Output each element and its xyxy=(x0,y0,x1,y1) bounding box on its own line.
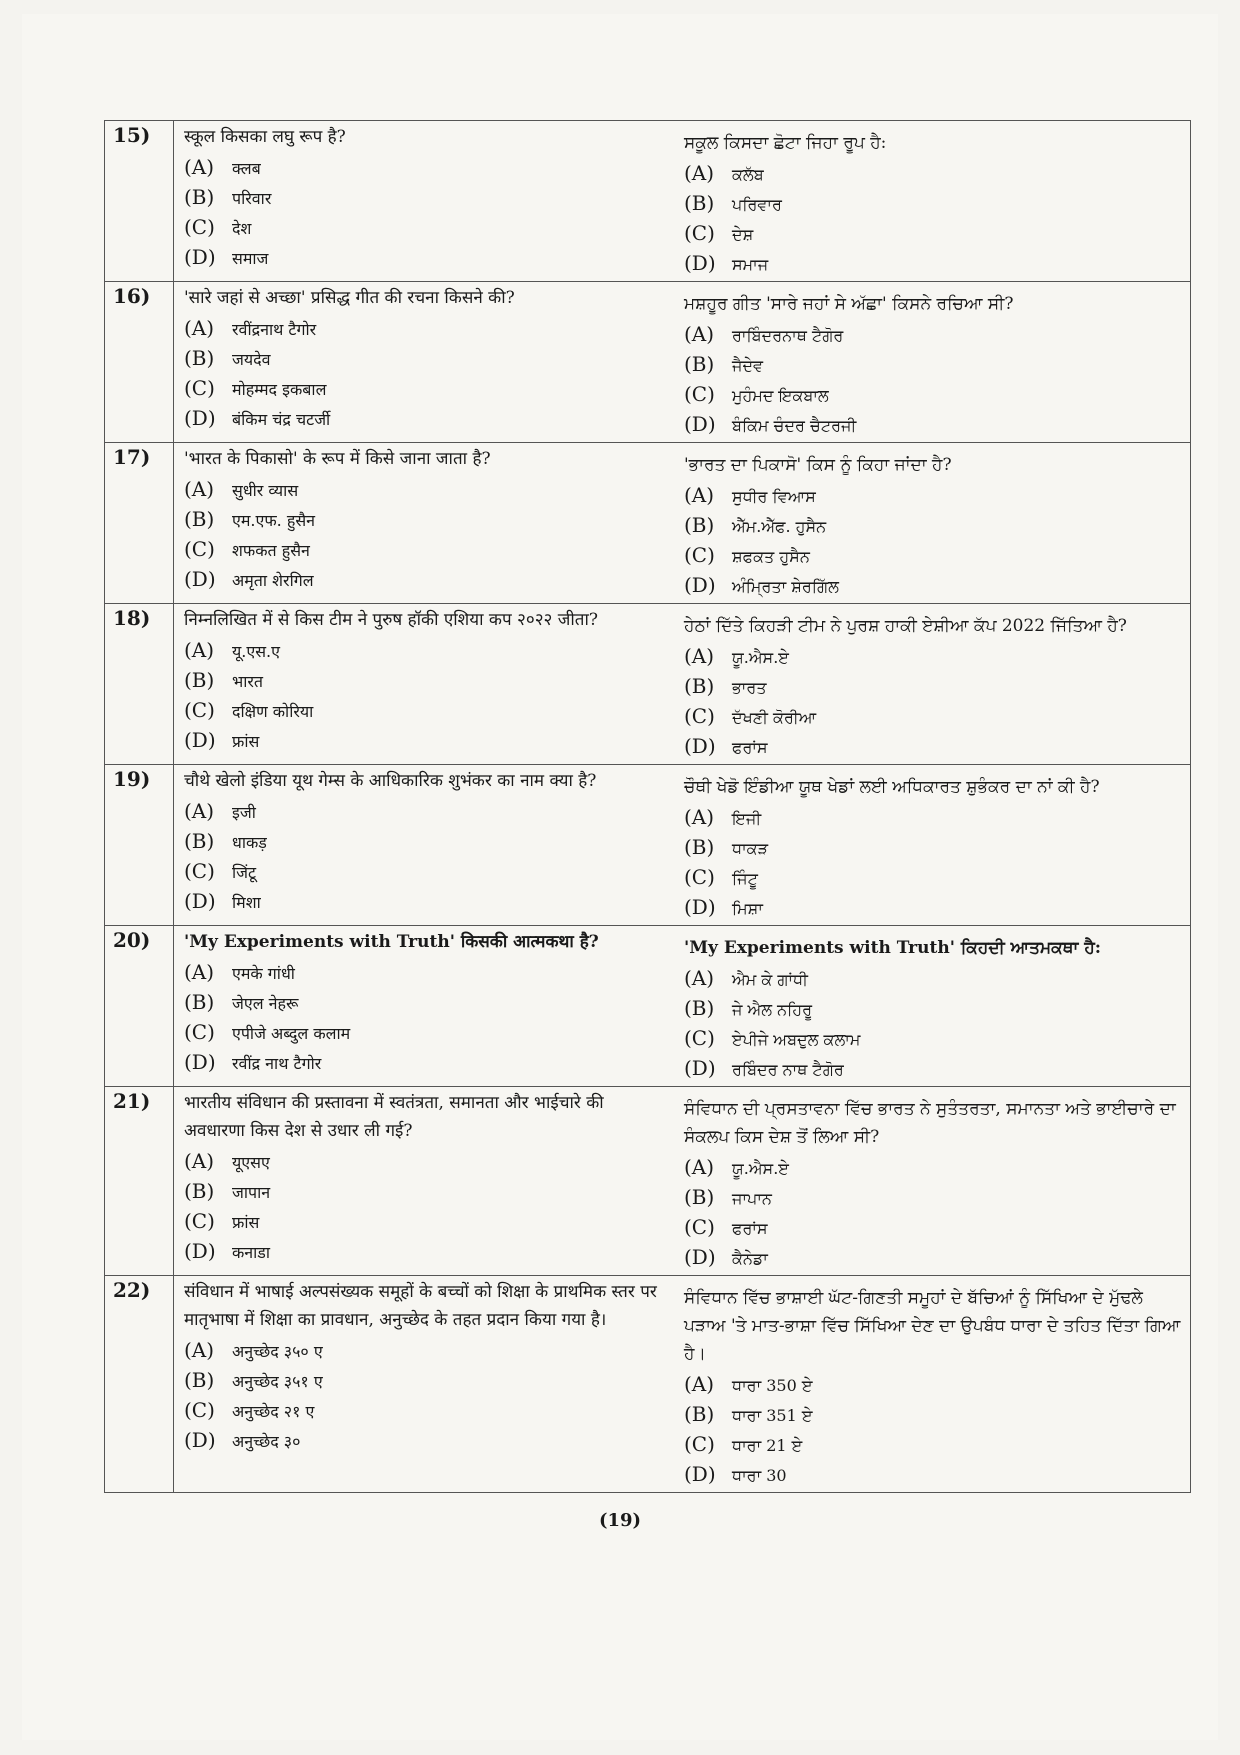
option-letter: (B) xyxy=(184,990,215,1014)
option-letter: (B) xyxy=(684,352,715,376)
punjabi-option xyxy=(684,1185,1190,1215)
option-letter: (B) xyxy=(684,996,715,1020)
punjabi-option xyxy=(684,704,1190,734)
option-letter: (C) xyxy=(684,1432,715,1456)
option-letter: (C) xyxy=(184,215,215,239)
hindi-option xyxy=(184,507,674,537)
hindi-option xyxy=(184,406,674,436)
hindi-option xyxy=(184,829,674,859)
punjabi-option xyxy=(684,644,1190,674)
option-letter: (D) xyxy=(684,1056,716,1080)
hindi-option xyxy=(184,1338,674,1368)
option-text: ਸ਼ਫਕਤ ਹੁਸੈਨ xyxy=(732,547,810,566)
option-text: धाकड़ xyxy=(232,833,267,852)
question-row xyxy=(105,604,1191,765)
option-text: एपीजे अब्दुल कलाम xyxy=(232,1024,351,1043)
option-letter: (A) xyxy=(684,805,715,829)
hindi-option xyxy=(184,477,674,507)
option-letter: (D) xyxy=(684,734,716,758)
hindi-option xyxy=(184,316,674,346)
option-text: मोहम्मद इकबाल xyxy=(232,380,327,399)
question-number: 21) xyxy=(105,1087,174,1276)
option-text: क्लब xyxy=(232,159,261,178)
hindi-option xyxy=(184,1209,674,1239)
hindi-option xyxy=(184,1368,674,1398)
option-letter: (A) xyxy=(184,960,215,984)
punjabi-question-text: ਸੰਵਿਧਾਨ ਵਿੱਚ ਭਾਸ਼ਾਈ ਘੱਟ-ਗਿਣਤੀ ਸਮੂਹਾਂ ਦੇ ਬੱਚਿਆਂ ਨੂੰ ਸਿੱਖਿਆ ਦੇ ਮੁੱਢਲੇ ਪੜਾਅ 'ਤੇ ਮਾਤ-ਭਾਸ਼ਾ ਵਿੱਚ ਸਿੱਖਿਆ ਦੇਣ ਦਾ ਉਪਬੰਧ ਧਾਰਾ ਦੇ ਤਹਿਤ ਦਿੱਤਾ ਗਿਆ ਹੈ। xyxy=(684,1288,1181,1364)
option-text: अनुच्छेद ३५० ए xyxy=(232,1342,323,1361)
punjabi-question-cell xyxy=(674,443,1191,604)
option-text: ਕੈਨੇਡਾ xyxy=(732,1249,768,1268)
hindi-question-cell xyxy=(174,1276,675,1493)
question-row xyxy=(105,282,1191,443)
option-text: ਮਿਸ਼ਾ xyxy=(732,899,763,918)
option-letter: (D) xyxy=(184,567,216,591)
hindi-question-cell xyxy=(174,443,675,604)
punjabi-options xyxy=(674,483,1190,603)
option-letter: (C) xyxy=(184,537,215,561)
option-text: ਮੁਹੰਮਦ ਇਕਬਾਲ xyxy=(732,386,829,405)
punjabi-option xyxy=(684,1402,1190,1432)
option-letter: (D) xyxy=(684,573,716,597)
option-letter: (C) xyxy=(684,1215,715,1239)
option-text: ਯੂ.ਐਸ.ਏ xyxy=(732,1159,789,1178)
punjabi-option xyxy=(684,1026,1190,1056)
option-letter: (D) xyxy=(684,895,716,919)
option-text: ਰਾਬਿੰਦਰਨਾਥ ਟੈਗੋਰ xyxy=(732,326,844,345)
option-letter: (C) xyxy=(684,704,715,728)
hindi-question-text: चौथे खेलो इंडिया यूथ गेम्स के आधिकारिक शुभंकर का नाम क्या है? xyxy=(184,771,597,791)
option-letter: (C) xyxy=(684,1026,715,1050)
option-text: देश xyxy=(232,219,252,238)
punjabi-question-text: ਹੇਠਾਂ ਦਿੱਤੇ ਕਿਹੜੀ ਟੀਮ ਨੇ ਪੁਰਸ਼ ਹਾਕੀ ਏਸ਼ੀਆ ਕੱਪ 2022 ਜਿੱਤਿਆ ਹੈ? xyxy=(684,616,1127,636)
option-text: ਬੰਕਿਮ ਚੰਦਰ ਚੈਟਰਜੀ xyxy=(732,416,857,435)
option-text: ਰਬਿੰਦਰ ਨਾਥ ਟੈਗੋਰ xyxy=(732,1060,844,1079)
hindi-option xyxy=(184,698,674,728)
hindi-option xyxy=(184,1428,674,1458)
option-text: ਯੂ.ਐਸ.ਏ xyxy=(732,648,789,667)
hindi-option xyxy=(184,185,674,215)
question-row xyxy=(105,443,1191,604)
punjabi-options xyxy=(674,161,1190,281)
punjabi-question-cell xyxy=(674,926,1191,1087)
punjabi-question-cell xyxy=(674,604,1191,765)
hindi-options xyxy=(174,799,674,919)
option-text: ਧਾਰਾ 350 ਏ xyxy=(732,1376,813,1395)
punjabi-option xyxy=(684,543,1190,573)
option-text: जेएल नेहरू xyxy=(232,994,299,1013)
question-number: 18) xyxy=(105,604,174,765)
option-letter: (C) xyxy=(184,1398,215,1422)
option-letter: (C) xyxy=(184,376,215,400)
option-letter: (D) xyxy=(184,889,216,913)
punjabi-option xyxy=(684,865,1190,895)
hindi-option xyxy=(184,245,674,275)
hindi-option xyxy=(184,1020,674,1050)
option-letter: (B) xyxy=(184,346,215,370)
option-text: कनाडा xyxy=(232,1243,271,1262)
option-text: ਜਾਪਾਨ xyxy=(732,1189,772,1208)
hindi-question-text: स्कूल किसका लघु रूप है? xyxy=(184,127,346,147)
option-letter: (A) xyxy=(184,477,215,501)
option-text: एमके गांधी xyxy=(232,964,295,983)
hindi-question-cell xyxy=(174,121,675,282)
hindi-question-cell xyxy=(174,926,675,1087)
hindi-option xyxy=(184,668,674,698)
question-table xyxy=(104,120,1191,1493)
option-text: अमृता शेरगिल xyxy=(232,571,314,590)
option-letter: (A) xyxy=(184,1149,215,1173)
option-letter: (D) xyxy=(184,245,216,269)
option-letter: (C) xyxy=(184,859,215,883)
punjabi-option xyxy=(684,161,1190,191)
option-text: जापान xyxy=(232,1183,271,1202)
hindi-question-text: 'My Experiments with Truth' किसकी आत्मकथा है? xyxy=(184,932,599,952)
hindi-option xyxy=(184,215,674,245)
option-letter: (B) xyxy=(184,507,215,531)
question-row xyxy=(105,1087,1191,1276)
punjabi-option xyxy=(684,835,1190,865)
option-text: ਏਪੀਜੇ ਅਬਦੁਲ ਕਲਾਮ xyxy=(732,1030,861,1049)
option-text: इजी xyxy=(232,803,256,822)
hindi-option xyxy=(184,1149,674,1179)
punjabi-option xyxy=(684,1372,1190,1402)
hindi-option xyxy=(184,889,674,919)
hindi-options xyxy=(174,155,674,275)
punjabi-option xyxy=(684,221,1190,251)
hindi-options xyxy=(174,1338,674,1458)
punjabi-question-text: ਸਕੂਲ ਕਿਸਦਾ ਛੋਟਾ ਜਿਹਾ ਰੂਪ ਹੈ: xyxy=(684,133,887,153)
punjabi-option xyxy=(684,412,1190,442)
option-letter: (D) xyxy=(684,1462,716,1486)
option-text: यूएसए xyxy=(232,1153,270,1172)
punjabi-options xyxy=(674,322,1190,442)
punjabi-option xyxy=(684,996,1190,1026)
option-letter: (A) xyxy=(684,322,715,346)
option-text: ਜਿੰਟੂ xyxy=(732,869,758,888)
option-letter: (B) xyxy=(184,829,215,853)
hindi-question-text: 'सारे जहां से अच्छा' प्रसिद्ध गीत की रचना किसने की? xyxy=(184,288,515,308)
hindi-option xyxy=(184,728,674,758)
option-text: ਕਲੱਬ xyxy=(732,165,764,184)
option-text: ਦੱਖਣੀ ਕੋਰੀਆ xyxy=(732,708,817,727)
option-letter: (C) xyxy=(184,698,215,722)
option-letter: (B) xyxy=(684,191,715,215)
punjabi-option xyxy=(684,805,1190,835)
option-letter: (B) xyxy=(684,1402,715,1426)
option-letter: (A) xyxy=(684,1155,715,1179)
option-text: ਧਾਰਾ 351 ਏ xyxy=(732,1406,813,1425)
option-letter: (B) xyxy=(684,835,715,859)
option-text: ਭਾਰਤ xyxy=(732,678,767,697)
punjabi-option xyxy=(684,1056,1190,1086)
hindi-question-text: 'भारत के पिकासो' के रूप में किसे जाना जाता है? xyxy=(184,449,491,469)
option-text: अनुच्छेद ३० xyxy=(232,1432,301,1451)
punjabi-question-text: 'My Experiments with Truth' ਕਿਹਦੀ ਆਤਮਕਥਾ ਹੈ: xyxy=(684,938,1102,958)
option-letter: (C) xyxy=(684,221,715,245)
punjabi-option xyxy=(684,895,1190,925)
option-letter: (B) xyxy=(684,513,715,537)
question-number: 20) xyxy=(105,926,174,1087)
punjabi-option xyxy=(684,352,1190,382)
question-row xyxy=(105,926,1191,1087)
option-text: जयदेव xyxy=(232,350,271,369)
option-letter: (A) xyxy=(184,638,215,662)
punjabi-option xyxy=(684,382,1190,412)
punjabi-question-cell xyxy=(674,282,1191,443)
punjabi-option xyxy=(684,322,1190,352)
punjabi-option xyxy=(684,966,1190,996)
hindi-options xyxy=(174,1149,674,1269)
hindi-option xyxy=(184,1239,674,1269)
option-letter: (C) xyxy=(684,382,715,406)
question-number: 19) xyxy=(105,765,174,926)
page-number: (19) xyxy=(598,1510,642,1531)
punjabi-option xyxy=(684,734,1190,764)
option-text: ਜੈਦੇਵ xyxy=(732,356,764,375)
option-text: भारत xyxy=(232,672,264,691)
option-text: सुधीर व्यास xyxy=(232,481,299,500)
punjabi-question-text: ਮਸ਼ਹੂਰ ਗੀਤ 'ਸਾਰੇ ਜਹਾਂ ਸੇ ਅੱਛਾ' ਕਿਸਨੇ ਰਚਿਆ ਸੀ? xyxy=(684,294,1014,314)
option-text: दक्षिण कोरिया xyxy=(232,702,314,721)
option-letter: (C) xyxy=(684,865,715,889)
hindi-option xyxy=(184,537,674,567)
option-letter: (A) xyxy=(684,966,715,990)
hindi-options xyxy=(174,477,674,597)
hindi-question-cell xyxy=(174,1087,675,1276)
option-text: ਧਾਕੜ xyxy=(732,839,769,858)
hindi-option xyxy=(184,376,674,406)
option-text: ਐਮ ਕੇ ਗਾਂਧੀ xyxy=(732,970,808,989)
punjabi-question-cell xyxy=(674,1276,1191,1493)
punjabi-option xyxy=(684,251,1190,281)
option-letter: (C) xyxy=(684,543,715,567)
punjabi-options xyxy=(674,805,1190,925)
option-letter: (C) xyxy=(184,1209,215,1233)
question-number: 22) xyxy=(105,1276,174,1493)
option-text: शफकत हुसैन xyxy=(232,541,310,560)
option-letter: (D) xyxy=(684,1245,716,1269)
option-text: परिवार xyxy=(232,189,272,208)
option-letter: (B) xyxy=(184,668,215,692)
option-text: ਇਜੀ xyxy=(732,809,762,828)
hindi-option xyxy=(184,155,674,185)
option-letter: (B) xyxy=(684,674,715,698)
option-text: ਸੁਧੀਰ ਵਿਆਸ xyxy=(732,487,816,506)
option-letter: (D) xyxy=(684,412,716,436)
hindi-option xyxy=(184,990,674,1020)
question-row xyxy=(105,1276,1191,1493)
hindi-question-text: निम्नलिखित में से किस टीम ने पुरुष हॉकी एशिया कप २०२२ जीता? xyxy=(184,610,599,630)
punjabi-option xyxy=(684,573,1190,603)
option-text: अनुच्छेद २१ ए xyxy=(232,1402,315,1421)
hindi-question-cell xyxy=(174,282,675,443)
option-letter: (D) xyxy=(184,1428,216,1452)
option-text: ਫਰਾਂਸ xyxy=(732,738,768,757)
option-text: फ्रांस xyxy=(232,1213,260,1232)
punjabi-options xyxy=(674,1155,1190,1275)
option-letter: (D) xyxy=(184,1239,216,1263)
punjabi-option xyxy=(684,1462,1190,1492)
option-text: एम.एफ. हुसैन xyxy=(232,511,316,530)
hindi-option xyxy=(184,638,674,668)
punjabi-question-cell xyxy=(674,1087,1191,1276)
option-text: समाज xyxy=(232,249,269,268)
option-text: ਸਮਾਜ xyxy=(732,255,769,274)
option-letter: (A) xyxy=(684,644,715,668)
punjabi-option xyxy=(684,674,1190,704)
option-text: ਦੇਸ਼ xyxy=(732,225,754,244)
option-letter: (A) xyxy=(184,1338,215,1362)
hindi-question-text: संविधान में भाषाई अल्पसंख्यक समूहों के बच्चों को शिक्षा के प्राथमिक स्तर पर मातृभाषा में शिक्षा का प्रावधान, अनुच्छेद के तहत प्रदान किया गया है। xyxy=(184,1282,657,1330)
option-text: ਜੇ ਐਲ ਨਹਿਰੂ xyxy=(732,1000,813,1019)
punjabi-option xyxy=(684,191,1190,221)
punjabi-options xyxy=(674,1372,1190,1492)
punjabi-question-text: ਸੰਵਿਧਾਨ ਦੀ ਪ੍ਰਸਤਾਵਨਾ ਵਿੱਚ ਭਾਰਤ ਨੇ ਸੁਤੰਤਰਤਾ, ਸਮਾਨਤਾ ਅਤੇ ਭਾਈਚਾਰੇ ਦਾ ਸੰਕਲਪ ਕਿਸ ਦੇਸ਼ ਤੋਂ ਲਿਆ ਸੀ? xyxy=(684,1099,1176,1147)
option-text: यू.एस.ए xyxy=(232,642,280,661)
hindi-option xyxy=(184,799,674,829)
question-row xyxy=(105,765,1191,926)
option-text: रवींद्रनाथ टैगोर xyxy=(232,320,317,339)
option-letter: (D) xyxy=(184,1050,216,1074)
option-text: जिंटू xyxy=(232,863,257,882)
punjabi-option xyxy=(684,1245,1190,1275)
option-letter: (A) xyxy=(184,155,215,179)
option-letter: (D) xyxy=(184,406,216,430)
question-number: 16) xyxy=(105,282,174,443)
question-number: 17) xyxy=(105,443,174,604)
option-letter: (B) xyxy=(184,1368,215,1392)
option-text: फ्रांस xyxy=(232,732,260,751)
hindi-question-cell xyxy=(174,604,675,765)
punjabi-question-text: ਚੌਥੀ ਖੇਡੋ ਇੰਡੀਆ ਯੂਥ ਖੇਡਾਂ ਲਈ ਅਧਿਕਾਰਤ ਸ਼ੁਭੰਕਰ ਦਾ ਨਾਂ ਕੀ ਹੈ? xyxy=(684,777,1100,797)
punjabi-option xyxy=(684,1155,1190,1185)
option-text: ਅੰਮ੍ਰਿਤਾ ਸ਼ੇਰਗਿੱਲ xyxy=(732,577,839,596)
hindi-option xyxy=(184,1050,674,1080)
punjabi-option xyxy=(684,1215,1190,1245)
option-letter: (D) xyxy=(684,251,716,275)
hindi-option xyxy=(184,960,674,990)
option-text: ਫਰਾਂਸ xyxy=(732,1219,768,1238)
option-text: ਪਰਿਵਾਰ xyxy=(732,195,782,214)
punjabi-options xyxy=(674,966,1190,1086)
punjabi-question-cell xyxy=(674,121,1191,282)
punjabi-option xyxy=(684,513,1190,543)
option-letter: (B) xyxy=(184,1179,215,1203)
hindi-options xyxy=(174,316,674,436)
option-text: ਐੱਮ.ਐੱਫ. ਹੁਸੈਨ xyxy=(732,517,827,536)
hindi-option xyxy=(184,567,674,597)
punjabi-question-text: 'ਭਾਰਤ ਦਾ ਪਿਕਾਸੋ' ਕਿਸ ਨੂੰ ਕਿਹਾ ਜਾਂਦਾ ਹੈ? xyxy=(684,455,952,475)
option-letter: (A) xyxy=(684,161,715,185)
hindi-options xyxy=(174,960,674,1080)
option-text: मिशा xyxy=(232,893,261,912)
question-number: 15) xyxy=(105,121,174,282)
option-letter: (B) xyxy=(684,1185,715,1209)
option-text: ਧਾਰਾ 21 ਏ xyxy=(732,1436,803,1455)
punjabi-question-cell xyxy=(674,765,1191,926)
option-letter: (A) xyxy=(684,1372,715,1396)
hindi-options xyxy=(174,638,674,758)
hindi-option xyxy=(184,346,674,376)
punjabi-options xyxy=(674,644,1190,764)
option-letter: (A) xyxy=(184,316,215,340)
option-text: अनुच्छेद ३५१ ए xyxy=(232,1372,323,1391)
hindi-option xyxy=(184,1179,674,1209)
hindi-option xyxy=(184,859,674,889)
option-letter: (B) xyxy=(184,185,215,209)
question-row xyxy=(105,121,1191,282)
hindi-option xyxy=(184,1398,674,1428)
hindi-question-text: भारतीय संविधान की प्रस्तावना में स्वतंत्रता, समानता और भाईचारे की अवधारणा किस देश से उधार ली गई? xyxy=(184,1093,604,1141)
hindi-question-cell xyxy=(174,765,675,926)
punjabi-option xyxy=(684,1432,1190,1462)
option-text: ਧਾਰਾ 30 xyxy=(732,1466,787,1485)
punjabi-option xyxy=(684,483,1190,513)
option-letter: (A) xyxy=(184,799,215,823)
option-text: बंकिम चंद्र चटर्जी xyxy=(232,410,331,429)
option-letter: (A) xyxy=(684,483,715,507)
option-letter: (D) xyxy=(184,728,216,752)
option-text: रवींद्र नाथ टैगोर xyxy=(232,1054,322,1073)
option-letter: (C) xyxy=(184,1020,215,1044)
